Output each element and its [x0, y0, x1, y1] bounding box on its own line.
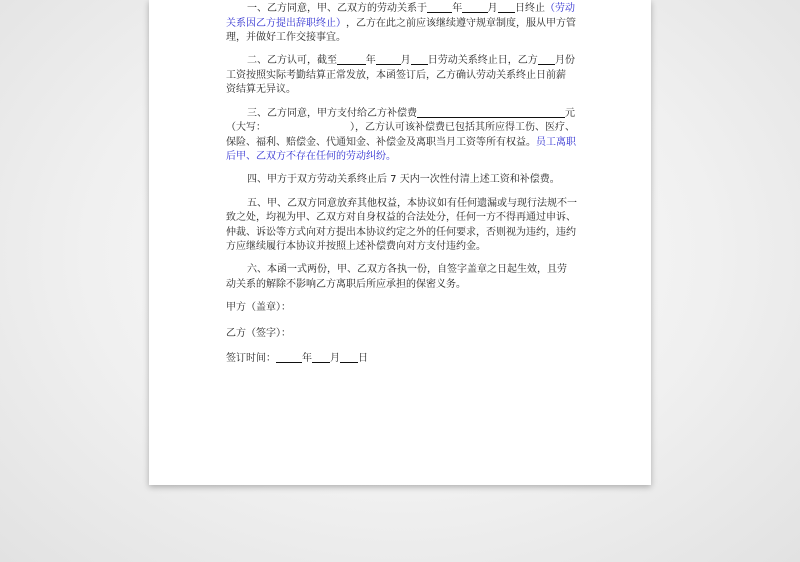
text-segment: 致之处，均视为甲、乙双方对自身权益的合法处分，任何一方不得再通过申诉、 [226, 212, 576, 224]
fill-in-blank[interactable] [417, 107, 565, 118]
text-line [226, 197, 575, 212]
text-line [226, 226, 575, 241]
text-segment: ），乙方认可该补偿费已包括其所应得工伤、医疗、 [350, 122, 575, 134]
signature-block [226, 301, 575, 367]
fill-in-blank[interactable] [538, 54, 555, 65]
fill-in-blank[interactable] [376, 54, 401, 65]
clause-paragraph [226, 173, 575, 188]
clause-paragraph [226, 54, 575, 98]
document-page [149, 0, 651, 485]
clause-paragraph [226, 107, 575, 165]
text-segment: 月份 [555, 55, 576, 67]
text-line [226, 136, 575, 151]
text-line [226, 121, 575, 136]
clause-paragraph [226, 197, 575, 255]
highlighted-text: 员工离职 [536, 136, 576, 148]
text-segment: 工资按照实际考勤结算正常发放，本函签订后，乙方确认劳动关系终止日前薪 [226, 69, 566, 81]
text-segment: ，乙方在此之前应该继续遵守规章制度，服从甲方管 [346, 17, 576, 29]
text-segment: 年 [452, 3, 463, 14]
text-segment: 日劳动关系终止日，乙方 [427, 55, 538, 67]
text-line [226, 150, 575, 165]
month-blank[interactable] [312, 352, 330, 363]
year-blank[interactable] [276, 352, 302, 363]
highlighted-text: 后甲、乙双方不存在任何的劳动纠纷。 [226, 151, 396, 163]
sign-date-label: 签订时间： [226, 353, 276, 365]
text-line [226, 83, 575, 98]
text-line [226, 263, 575, 278]
text-line [226, 211, 575, 226]
text-segment: 一、乙方同意，甲、乙双方的劳动关系于 [247, 3, 427, 14]
fill-in-blank[interactable] [427, 2, 452, 13]
document-body [226, 2, 575, 367]
text-segment: 五、甲、乙双方同意放弃其他权益，本协议如有任何遗漏或与现行法规不一 [247, 197, 577, 209]
text-line [226, 278, 575, 293]
party-b-signature [226, 327, 575, 342]
party-a-label: 甲方（盖章）： [226, 302, 291, 314]
text-segment: 年 [365, 55, 376, 67]
text-line [226, 2, 575, 17]
text-line [226, 173, 575, 188]
year-label: 年 [302, 353, 312, 365]
fill-in-blank[interactable] [462, 2, 487, 13]
text-line [226, 240, 575, 255]
fill-in-blank[interactable] [337, 54, 366, 65]
text-segment: 元 [565, 107, 575, 119]
text-segment: （大写： [226, 122, 266, 134]
text-segment: 理，并做好工作交接事宜。 [226, 32, 346, 44]
text-line [226, 69, 575, 84]
text-line [226, 31, 575, 46]
clause-paragraph [226, 263, 575, 292]
text-line [226, 107, 575, 122]
highlighted-text: （劳动 [544, 3, 575, 14]
day-blank[interactable] [340, 352, 358, 363]
party-b-label: 乙方（签字）： [226, 327, 291, 339]
highlighted-text: 关系因乙方提出辞职终止） [226, 17, 346, 29]
text-segment: 资结算无异议。 [226, 84, 296, 96]
text-segment: 动关系的解除不影响乙方离职后所应承担的保密义务。 [226, 279, 466, 290]
clause-paragraph [226, 2, 575, 46]
month-label: 月 [330, 353, 340, 365]
text-segment: 方应继续履行本协议并按照上述补偿费向对方支付违约金。 [226, 241, 486, 253]
text-segment: 月 [487, 3, 498, 14]
fill-in-blank[interactable] [411, 54, 428, 65]
party-a-seal [226, 301, 575, 316]
text-line [226, 54, 575, 69]
text-segment: 月 [400, 55, 411, 67]
sign-date [226, 352, 575, 367]
text-segment: 仲裁、诉讼等方式向对方提出本协议约定之外的任何要求，否则视为违约，违约 [226, 226, 576, 238]
text-segment [267, 121, 350, 136]
text-segment: 三、乙方同意，甲方支付给乙方补偿费 [247, 107, 417, 119]
fill-in-blank[interactable] [498, 2, 515, 13]
day-label: 日 [358, 353, 368, 365]
text-segment: 四、甲方于双方劳动关系终止后 7 天内一次性付清上述工资和补偿费。 [247, 174, 560, 186]
text-segment: 六、本函一式两份，甲、乙双方各执一份，自签字盖章之日起生效，且劳 [247, 264, 567, 276]
text-line [226, 17, 575, 32]
text-segment: 二、乙方认可，截至 [247, 55, 337, 67]
text-segment: 保险、福利、赔偿金、代通知金、补偿金及离职当月工资等所有权益。 [226, 136, 536, 148]
text-segment: 日终止 [514, 3, 545, 14]
